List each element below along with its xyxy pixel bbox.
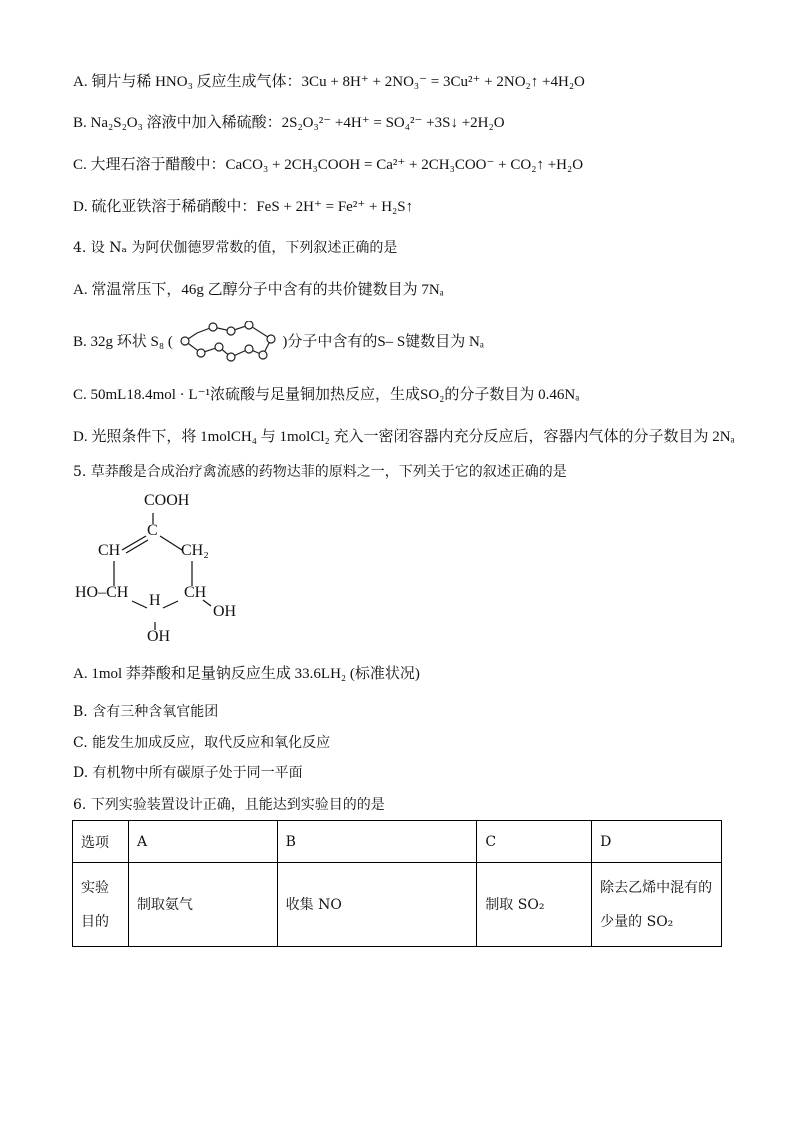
cell-d-line-1: 除去乙烯中混有的 — [600, 879, 713, 896]
row-label-line-1: 实验 — [81, 879, 109, 896]
q4-option-b — [73, 332, 484, 353]
q3-option-d: D. 硫化亚铁溶于稀硝酸中：FeS + 2H⁺ = Fe²⁺ + H₂S↑ — [73, 199, 414, 215]
q4-option-c: C. 50mL18.4mol · L⁻¹浓硫酸与足量铜加热反应，生成SO₂的分子数目为 0.46Nₐ — [73, 387, 580, 403]
ch2-group: CH₂ — [181, 542, 209, 559]
ch-right: CH — [184, 584, 207, 601]
cell-a: 制取氨气 — [128, 863, 277, 947]
cooh-group: COOH — [144, 492, 190, 509]
cell-b: 收集 NO — [277, 863, 477, 947]
row-label — [73, 863, 129, 947]
oh-right: OH — [213, 603, 237, 620]
q3-option-c: C. 大理石溶于醋酸中：CaCO₃ + 2CH₃COOH = Ca²⁺ + 2CH₃COO⁻ + CO₂↑ +H₂O — [73, 157, 584, 173]
oh-bottom: OH — [147, 628, 171, 645]
q6-stem: 6. 下列实验装置设计正确，且能达到实验目的的是 — [73, 797, 385, 813]
table-header-row — [73, 821, 722, 863]
header-d: D — [592, 821, 722, 863]
q4-option-d: D. 光照条件下，将 1molCH₄ 与 1molCl₂ 充入一密闭容器内充分反应后，容器内气体的分子数目为 2Nₐ — [73, 429, 735, 445]
q4-option-b-suffix: )分子中含有的S– S键数目为 Nₐ — [282, 334, 484, 350]
cell-d — [592, 863, 722, 947]
h-atom: H — [149, 592, 161, 609]
carbon-1: C — [147, 522, 158, 539]
shikimic-acid-structure — [70, 488, 260, 653]
q6-options-table — [72, 820, 722, 947]
q4-option-b-prefix: B. 32g 环状 S₈ ( — [73, 334, 173, 350]
header-b: B — [277, 821, 477, 863]
q3-option-a: A. 铜片与稀 HNO₃ 反应生成气体：3Cu + 8H⁺ + 2NO₃⁻ = 3Cu²⁺ + 2NO₂↑ +4H₂O — [73, 74, 585, 90]
cell-c: 制取 SO₂ — [477, 863, 592, 947]
header-a: A — [128, 821, 277, 863]
table-row-purpose — [73, 863, 722, 947]
s8-ring-structure — [179, 321, 279, 365]
row-label-line-2: 目的 — [81, 913, 109, 930]
q4-stem: 4. 设 Nₐ 为阿伏伽德罗常数的值，下列叙述正确的是 — [73, 240, 398, 256]
header-c: C — [477, 821, 592, 863]
cell-d-line-2: 少量的 SO₂ — [600, 913, 674, 930]
ch-left: CH — [98, 542, 121, 559]
q5-stem: 5. 草莽酸是合成治疗禽流感的药物达菲的原料之一，下列关于它的叙述正确的是 — [73, 464, 567, 480]
q5-option-a: A. 1mol 莽莽酸和足量钠反应生成 33.6LH₂ (标准状况) — [73, 666, 420, 682]
header-option: 选项 — [73, 821, 129, 863]
ho-ch-group: HO–CH — [75, 584, 129, 601]
q4-option-a: A. 常温常压下，46g 乙醇分子中含有的共价键数目为 7Nₐ — [73, 282, 444, 298]
q3-option-b: B. Na₂S₂O₃ 溶液中加入稀硫酸：2S₂O₃²⁻ +4H⁺ = SO₄²⁻ +3S↓ +2H₂O — [73, 115, 505, 131]
q5-option-b: B. 含有三种含氧官能团 — [73, 704, 219, 720]
q5-option-c: C. 能发生加成反应，取代反应和氧化反应 — [73, 735, 331, 751]
q5-option-d: D. 有机物中所有碳原子处于同一平面 — [73, 765, 303, 781]
